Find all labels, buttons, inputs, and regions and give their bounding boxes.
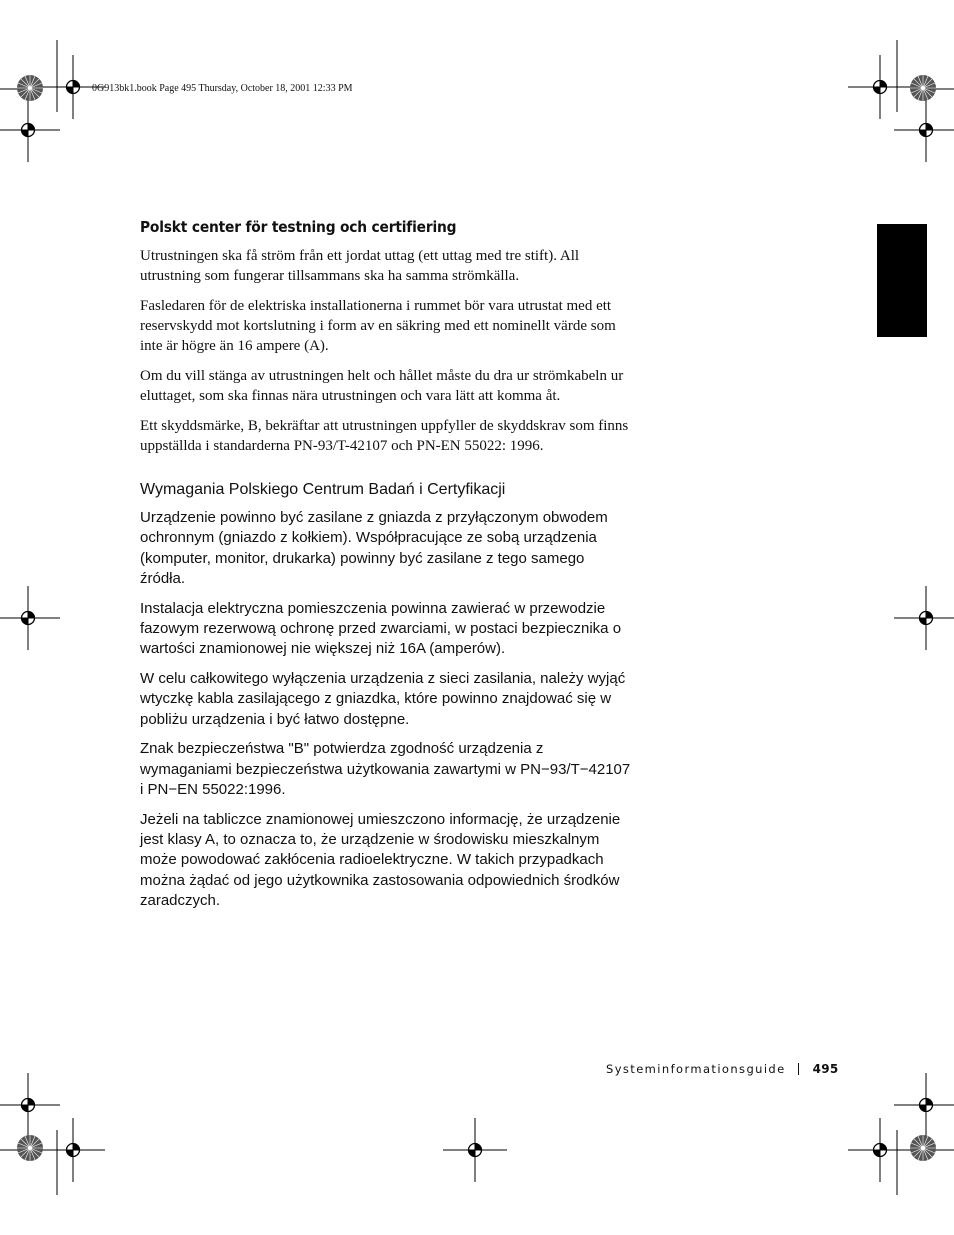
starburst-mark <box>17 75 43 101</box>
polish-section-heading: Wymagania Polskiego Centrum Badań i Certyfikacji <box>140 481 506 498</box>
page-number: 495 <box>812 1062 839 1076</box>
swedish-paragraph: Utrustningen ska få ström från ett jordat uttag (ett uttag med tre stift). All utrustning som fungerar tillsammans ska ha samma strömkälla. <box>140 248 580 284</box>
crosshair-mark <box>894 586 954 650</box>
page-footer <box>606 1062 839 1076</box>
starburst-mark <box>910 75 936 101</box>
crosshair-mark <box>41 1118 105 1182</box>
crosshair-mark <box>848 1118 912 1182</box>
polish-paragraph: W celu całkowitego wyłączenia urządzenia z sieci zasilania, należy wyjąć wtyczkę kabla zasilającego z gniazdka, które powinno znajdować się w pobliżu urządzenia i być łatwo dostępne. <box>140 670 626 728</box>
polish-paragraph: Znak bezpieczeństwa "B" potwierdza zgodność urządzenia z wymaganiami bezpieczeństwa użytkowania zawartymi w PN−93/T−42107 i PN−EN 55022:1996. <box>140 740 631 799</box>
polish-paragraph: Urządzenie powinno być zasilane z gniazda z przyłączonym obwodem ochronnym (gniazdo z kołkiem). Współpracujące ze sobą urządzenia (komputer, monitor, drukarka) powinny być zasilane z tego samego źródła. <box>140 509 608 587</box>
crosshair-mark <box>0 586 60 650</box>
main-content <box>140 218 632 921</box>
crosshair-mark <box>894 98 954 162</box>
crosshair-mark <box>0 1073 60 1137</box>
polish-paragraph: Instalacja elektryczna pomieszczenia powinna zawierać w przewodzie fazowym rezerwową ochronę przed zwarciami, w postaci bezpiecznika o wartości znamionowej nie większej niż 16A (amperów). <box>140 599 622 658</box>
starburst-mark <box>910 1135 936 1161</box>
starburst-mark <box>17 1135 43 1161</box>
print-header-slug: 0G913bk1.book Page 495 Thursday, October 18, 2001 12:33 PM <box>92 83 353 94</box>
polish-paragraph: Jeżeli na tabliczce znamionowej umieszczono informację, że urządzenie jest klasy A, to oznacza to, że urządzenie w środowisku mieszkalnym może powodować zakłócenia radioelektryczne. W takich przypadkach można żądać od jego użytkownika zastosowania odpowiednich środków zaradczych. <box>140 810 621 910</box>
footer-separator <box>798 1063 799 1075</box>
crosshair-mark <box>894 1073 954 1137</box>
crosshair-mark <box>443 1118 507 1182</box>
swedish-section-heading: Polskt center för testning och certifiering <box>140 218 457 236</box>
footer-guide-title: Systeminformationsguide <box>606 1062 786 1076</box>
crosshair-mark <box>848 55 912 119</box>
section-thumb-tab <box>877 224 927 337</box>
swedish-paragraph: Ett skyddsmärke, B, bekräftar att utrustningen uppfyller de skyddskrav som finns uppställda i standarderna PN-93/T-42107 och PN-EN 55022: 1996. <box>140 418 629 454</box>
swedish-paragraph: Fasledaren för de elektriska installationerna i rummet bör vara utrustat med ett reservskydd mot kortslutning i form av en säkring med ett nominellt värde som inte är högre än 16 ampere (A). <box>140 298 616 354</box>
swedish-paragraph: Om du vill stänga av utrustningen helt och hållet måste du dra ur strömkabeln ur eluttaget, som ska finnas nära utrustningen och vara lätt att komma åt. <box>140 368 624 404</box>
crosshair-mark <box>0 98 60 162</box>
